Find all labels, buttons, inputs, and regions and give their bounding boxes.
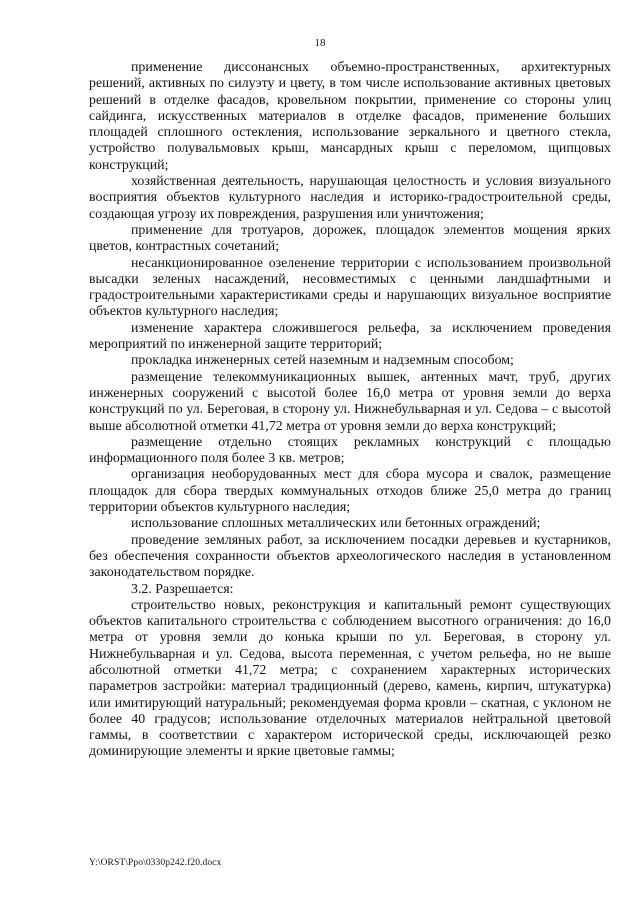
- body-text: [89, 60, 611, 761]
- paragraph: применение для тротуаров, дорожек, площадок элементов мощения ярких цветов, контрастных сочетаний;: [89, 222, 611, 255]
- paragraph: строительство новых, реконструкция и капитальный ремонт существующих объектов капитального строительства с соблюдением высотного ограничения: до 16,0 метра от уровня земли до конька крыши по ул. Береговая, в сторону ул. Нижнебульварная и ул. Седова, высота переменная, с учетом рельефа, но не выше абсолютной отметки 41,72 метра; с сохранением характерных исторических параметров застройки: материал традиционный (дерево, камень, кирпич, штукатурка) или имитирующий натуральный; рекомендуемая форма кровли – скатная, с уклоном не более 40 градусов; использование отделочных материалов нейтральной цветовой гаммы, в соответствии с характером исторической среды, исключающей резко доминирующие элементы и яркие цветовые гаммы;: [89, 597, 611, 760]
- paragraph: прокладка инженерных сетей наземным и надземным способом;: [131, 353, 514, 369]
- paragraph: изменение характера сложившегося рельефа, за исключением проведения мероприятий по инженерной защите территорий;: [89, 320, 611, 353]
- paragraph: размещение телекоммуникационных вышек, антенных мачт, труб, других инженерных сооружений с высотой более 16,0 метра от уровня земли до верха конструкций по ул. Береговая, в сторону ул. Нижнебульварная и ул. Седова – с высотой выше абсолютной отметки 41,72 метра от уровня земли до верха конструкций;: [89, 369, 611, 434]
- paragraph: несанкционированное озеленение территории с использованием произвольной высадки зеленых насаждений, несовместимых с ценными ландшафтными и градостроительными характеристиками среды и нарушающих визуальное восприятие объектов культурного наследия;: [89, 255, 611, 320]
- paragraph: хозяйственная деятельность, нарушающая целостность и условия визуального восприятия объектов культурного наследия и историко-градостроительной среды, создающая угрозу их повреждения, разрушения или уничтожения;: [89, 174, 611, 222]
- page-number: 18: [314, 37, 326, 49]
- paragraph: размещение отдельно стоящих рекламных конструкций с площадью информационного поля более 3 кв. метров;: [89, 434, 611, 467]
- section-heading: 3.2. Разрешается:: [131, 581, 234, 597]
- paragraph: использование сплошных металлических или бетонных ограждений;: [131, 516, 541, 532]
- paragraph: организация необорудованных мест для сбора мусора и свалок, размещение площадок для сбора твердых коммунальных отходов ближе 25,0 метра до границ территории объектов культурного наследия;: [89, 467, 611, 516]
- paragraph: применение диссонансных объемно-пространственных, архитектурных решений, активных по силуэту и цвету, в том числе использование активных цветовых решений в отделке фасадов, кровельном покрытии, применение со стороны улиц сайдинга, искусственных материалов в отделке фасадов, применение больших площадей сплошного остекления, использование зеркального и цветного стекла, устройство полувальмовых крыш, мансардных крыш с переломом, щипцовых конструкций;: [89, 60, 611, 173]
- paragraph: проведение земляных работ, за исключением посадки деревьев и кустарников, без обеспечения сохранности объектов археологического наследия в установленном законодательством порядке.: [89, 532, 611, 581]
- footer-file-path: Y:\ORST\Ppo\0330p242.f20.docx: [89, 858, 222, 868]
